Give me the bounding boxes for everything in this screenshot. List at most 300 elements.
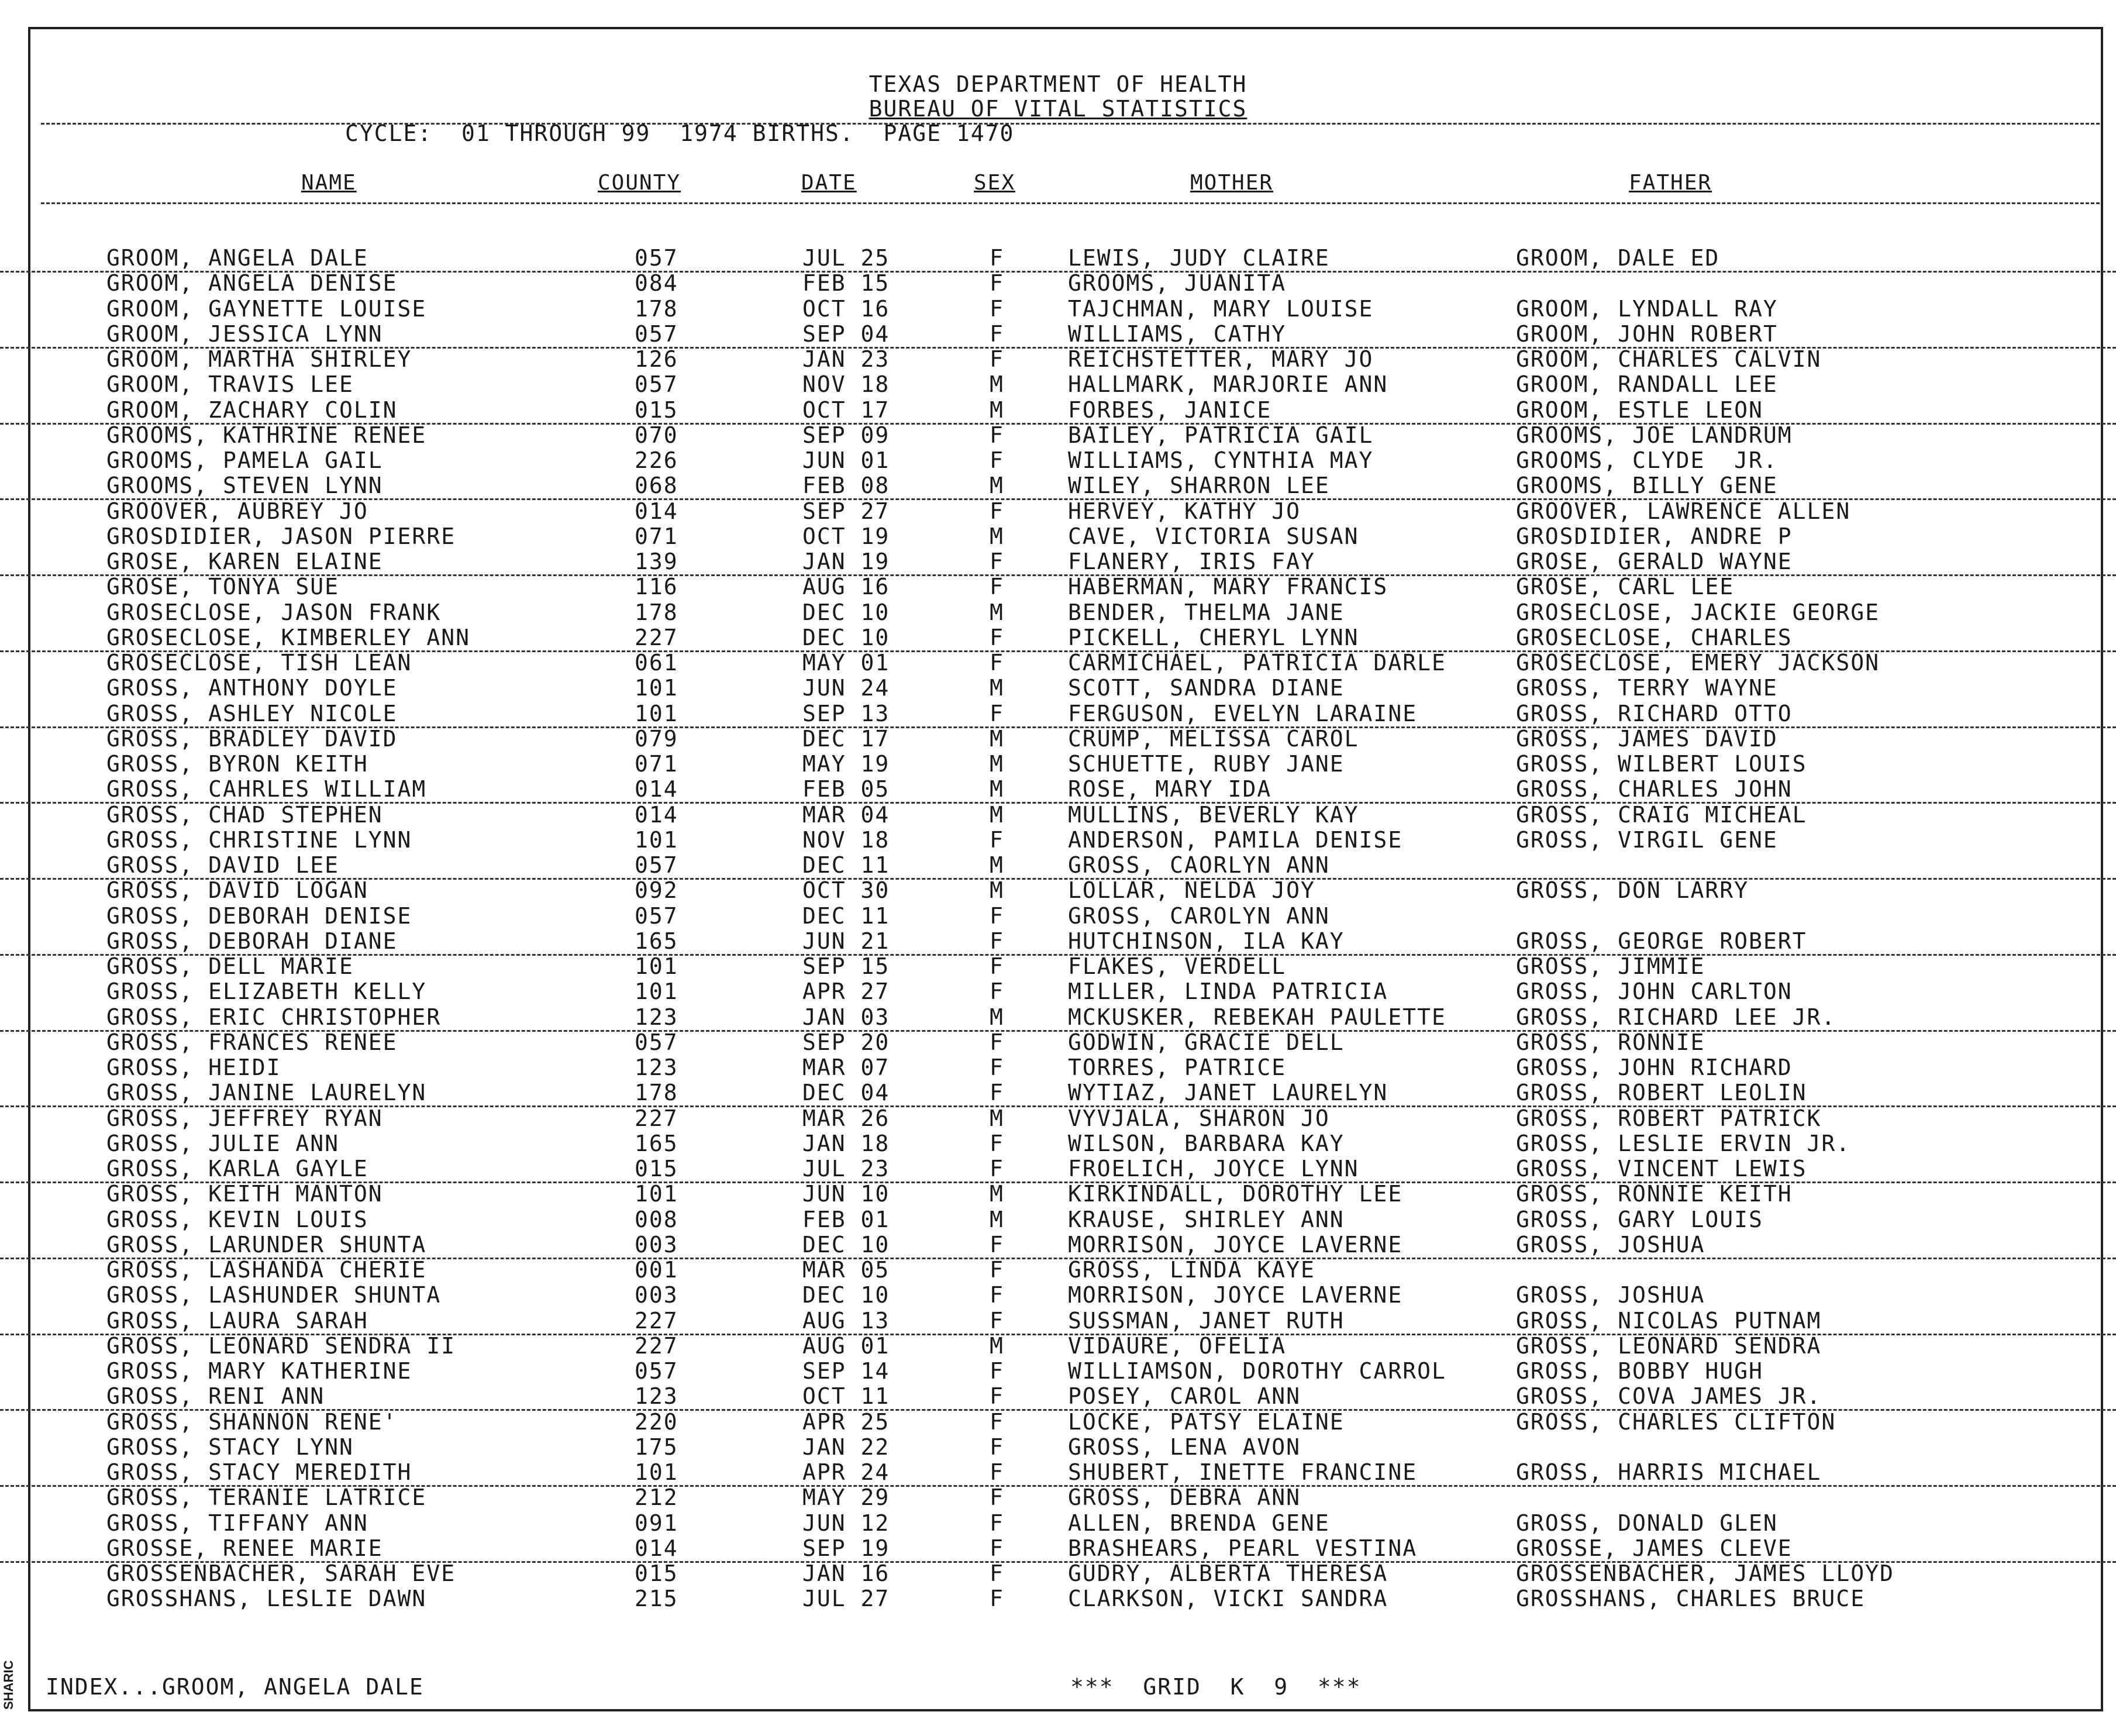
table-row	[0, 1359, 2116, 1384]
record-county: 101	[635, 675, 678, 701]
record-father: GROSS, DONALD GLEN	[1516, 1510, 1778, 1536]
record-mother: CARMICHAEL, PATRICIA DARLE	[1068, 650, 1446, 676]
record-date: FEB 15	[802, 270, 890, 297]
record-mother: BENDER, THELMA JANE	[1068, 599, 1345, 625]
record-sex: F	[990, 1484, 1004, 1511]
record-date: JAN 19	[802, 549, 890, 574]
record-mother: WILLIAMSON, DOROTHY CARROL	[1068, 1358, 1446, 1384]
record-name: GROSS, DAVID LEE	[106, 852, 340, 878]
record-mother: WILLIAMS, CATHY	[1068, 321, 1287, 347]
record-date: JUL 27	[802, 1586, 890, 1612]
record-father: GROSS, GARY LOUIS	[1516, 1206, 1763, 1232]
record-sex: F	[990, 245, 1004, 271]
record-name: GROOM, ZACHARY COLIN	[106, 397, 398, 423]
record-sex: F	[990, 295, 1004, 322]
record-mother: SCOTT, SANDRA DIANE	[1068, 675, 1345, 701]
record-county: 001	[635, 1257, 678, 1283]
record-name: GROSS, ELIZABETH KELLY	[106, 979, 427, 1005]
record-county: 079	[635, 725, 678, 752]
record-county: 227	[635, 1105, 678, 1131]
record-father: GROSSENBACHER, JAMES LLOYD	[1516, 1561, 1894, 1586]
record-date: SEP 19	[802, 1535, 890, 1561]
record-father: GROSS, RICHARD LEE JR.	[1516, 1004, 1836, 1030]
record-date: JUL 23	[802, 1156, 890, 1182]
table-row	[0, 777, 2116, 804]
record-sex: M	[990, 801, 1004, 828]
table-row	[0, 347, 2116, 372]
record-sex: F	[990, 1130, 1004, 1156]
record-mother: WILEY, SHARRON LEE	[1068, 473, 1330, 499]
record-date: NOV 18	[802, 826, 890, 853]
record-name: GROSS, BRADLEY DAVID	[106, 725, 398, 752]
record-date: MAR 05	[802, 1257, 890, 1283]
record-name: GROSS, TERANIE LATRICE	[106, 1484, 427, 1511]
record-father: GROSS, VIRGIL GENE	[1516, 826, 1778, 853]
record-name: GROSS, KEVIN LOUIS	[106, 1206, 368, 1232]
record-mother: MILLER, LINDA PATRICIA	[1068, 979, 1388, 1005]
record-sex: M	[990, 473, 1004, 499]
header-line-2: BUREAU OF VITAL STATISTICS	[869, 96, 1247, 122]
table-row	[0, 752, 2116, 777]
record-sex: F	[990, 574, 1004, 600]
record-county: 123	[635, 1383, 678, 1410]
record-county: 101	[635, 700, 678, 726]
record-mother: GROSS, CAORLYN ANN	[1068, 852, 1330, 878]
record-date: OCT 16	[802, 295, 890, 322]
table-row	[0, 448, 2116, 473]
record-sex: F	[990, 1434, 1004, 1460]
table-row	[0, 322, 2116, 349]
table-row	[0, 473, 2116, 500]
table-row	[0, 1410, 2116, 1435]
record-county: 101	[635, 1181, 678, 1207]
record-date: APR 27	[802, 979, 890, 1005]
record-mother: HUTCHINSON, ILA KAY	[1068, 928, 1345, 954]
record-mother: HERVEY, KATHY JO	[1068, 498, 1301, 524]
record-father: GROSSHANS, CHARLES BRUCE	[1516, 1586, 1866, 1612]
record-date: JUN 24	[802, 675, 890, 701]
record-name: GROSDIDIER, JASON PIERRE	[106, 523, 456, 549]
record-name: GROSS, BYRON KEITH	[106, 751, 368, 777]
record-county: 091	[635, 1510, 678, 1536]
record-name: GROSS, LARUNDER SHUNTA	[106, 1231, 427, 1258]
record-father: GROOM, DALE ED	[1516, 245, 1720, 271]
record-sex: F	[990, 1257, 1004, 1283]
record-mother: LEWIS, JUDY CLAIRE	[1068, 245, 1330, 271]
record-mother: ROSE, MARY IDA	[1068, 776, 1272, 802]
record-county: 092	[635, 877, 678, 904]
record-father: GROSS, NICOLAS PUTNAM	[1516, 1307, 1822, 1334]
column-header-mother: MOTHER	[1190, 171, 1274, 195]
record-county: 071	[635, 523, 678, 549]
record-date: DEC 17	[802, 725, 890, 752]
record-sex: M	[990, 1332, 1004, 1359]
record-county: 015	[635, 397, 678, 423]
record-mother: MCKUSKER, REBEKAH PAULETTE	[1068, 1004, 1446, 1030]
record-date: JAN 16	[802, 1561, 890, 1586]
table-row	[0, 271, 2116, 296]
record-date: JUL 25	[802, 245, 890, 271]
record-mother: POSEY, CAROL ANN	[1068, 1383, 1301, 1410]
record-date: SEP 13	[802, 700, 890, 726]
record-date: DEC 04	[802, 1080, 890, 1106]
record-mother: MORRISON, JOYCE LAVERNE	[1068, 1282, 1403, 1308]
table-row	[0, 499, 2116, 524]
record-father: GROSS, VINCENT LEWIS	[1516, 1156, 1807, 1182]
record-sex: F	[990, 1510, 1004, 1536]
table-row	[0, 1435, 2116, 1460]
record-name: GROSS, CHAD STEPHEN	[106, 801, 383, 828]
record-name: GROSS, FRANCES RENEE	[106, 1029, 398, 1055]
table-row	[0, 802, 2116, 828]
record-father: GROOM, LYNDALL RAY	[1516, 295, 1778, 322]
table-row	[0, 676, 2116, 701]
record-name: GROSS, JEFFREY RYAN	[106, 1105, 383, 1131]
table-row	[0, 398, 2116, 425]
record-father: GROSECLOSE, JACKIE GEORGE	[1516, 599, 1880, 625]
record-county: 226	[635, 447, 678, 473]
record-name: GROSSHANS, LESLIE DAWN	[106, 1586, 427, 1612]
record-sex: M	[990, 1181, 1004, 1207]
table-row	[0, 600, 2116, 625]
record-mother: GODWIN, GRACIE DELL	[1068, 1029, 1345, 1055]
record-date: JAN 23	[802, 346, 890, 372]
record-father: GROSECLOSE, CHARLES	[1516, 624, 1793, 650]
record-sex: F	[990, 346, 1004, 372]
record-date: JAN 18	[802, 1130, 890, 1156]
table-row	[0, 1156, 2116, 1183]
record-county: 070	[635, 422, 678, 448]
table-row	[0, 1283, 2116, 1308]
record-father: GROSS, JOSHUA	[1516, 1231, 1705, 1258]
record-name: GROSS, CAHRLES WILLIAM	[106, 776, 427, 802]
record-father: GROSS, DON LARRY	[1516, 877, 1749, 904]
record-father: GROOM, RANDALL LEE	[1516, 371, 1778, 398]
record-sex: M	[990, 852, 1004, 878]
record-county: 057	[635, 245, 678, 271]
record-mother: GROSS, LENA AVON	[1068, 1434, 1301, 1460]
record-name: GROSS, STACY LYNN	[106, 1434, 354, 1460]
record-date: JUN 10	[802, 1181, 890, 1207]
table-row	[0, 297, 2116, 322]
record-sex: F	[990, 953, 1004, 979]
record-sex: F	[990, 1029, 1004, 1055]
record-father: GROSE, GERALD WAYNE	[1516, 549, 1793, 574]
record-date: SEP 20	[802, 1029, 890, 1055]
record-county: 057	[635, 1029, 678, 1055]
record-sex: F	[990, 1586, 1004, 1612]
record-county: 178	[635, 1080, 678, 1106]
record-date: JAN 22	[802, 1434, 890, 1460]
record-father: GROSSE, JAMES CLEVE	[1516, 1535, 1793, 1561]
record-date: SEP 04	[802, 321, 890, 347]
record-date: MAY 01	[802, 650, 890, 676]
column-header-sex: SEX	[974, 171, 1016, 195]
record-county: 101	[635, 1459, 678, 1485]
record-name: GROSS, KARLA GAYLE	[106, 1156, 368, 1182]
record-sex: M	[990, 371, 1004, 398]
record-mother: HABERMAN, MARY FRANCIS	[1068, 574, 1388, 600]
record-sex: M	[990, 1206, 1004, 1232]
table-row	[0, 574, 2116, 600]
record-name: GROOM, TRAVIS LEE	[106, 371, 354, 398]
record-county: 165	[635, 928, 678, 954]
record-name: GROSS, ERIC CHRISTOPHER	[106, 1004, 442, 1030]
record-mother: FORBES, JANICE	[1068, 397, 1272, 423]
record-county: 175	[635, 1434, 678, 1460]
record-mother: FLAKES, VERDELL	[1068, 953, 1287, 979]
table-row	[0, 979, 2116, 1004]
record-sex: F	[990, 928, 1004, 954]
record-sex: F	[990, 1383, 1004, 1410]
record-county: 212	[635, 1484, 678, 1511]
record-sex: F	[990, 270, 1004, 297]
record-mother: CRUMP, MELISSA CAROL	[1068, 725, 1359, 752]
record-name: GROSS, CHRISTINE LYNN	[106, 826, 412, 853]
record-date: AUG 16	[802, 574, 890, 600]
column-header-county: COUNTY	[598, 171, 681, 195]
record-name: GROOMS, STEVEN LYNN	[106, 473, 383, 499]
record-father: GROSS, JOHN RICHARD	[1516, 1055, 1793, 1080]
record-county: 014	[635, 776, 678, 802]
record-mother: ANDERSON, PAMILA DENISE	[1068, 826, 1403, 853]
record-date: APR 24	[802, 1459, 890, 1485]
record-father: GROSS, RONNIE KEITH	[1516, 1181, 1793, 1207]
record-name: GROSS, KEITH MANTON	[106, 1181, 383, 1207]
record-county: 014	[635, 1535, 678, 1561]
record-mother: LOLLAR, NELDA JOY	[1068, 877, 1315, 904]
record-father: GROSS, ROBERT PATRICK	[1516, 1105, 1822, 1131]
record-mother: GROSS, DEBRA ANN	[1068, 1484, 1301, 1511]
record-sex: M	[990, 776, 1004, 802]
record-father: GROSS, COVA JAMES JR.	[1516, 1383, 1822, 1410]
record-father: GROSS, ROBERT LEOLIN	[1516, 1080, 1807, 1106]
record-date: JUN 12	[802, 1510, 890, 1536]
table-row	[0, 1182, 2116, 1207]
record-name: GROSE, KAREN ELAINE	[106, 549, 383, 574]
record-father: GROOMS, CLYDE JR.	[1516, 447, 1778, 473]
table-row	[0, 1460, 2116, 1487]
table-row	[0, 423, 2116, 448]
table-row	[0, 1030, 2116, 1055]
record-name: GROSSENBACHER, SARAH EVE	[106, 1561, 456, 1586]
record-county: 227	[635, 1332, 678, 1359]
table-row	[0, 878, 2116, 903]
table-row	[0, 1055, 2116, 1080]
record-county: 220	[635, 1408, 678, 1435]
record-sex: F	[990, 650, 1004, 676]
record-date: JUN 21	[802, 928, 890, 954]
record-county: 015	[635, 1156, 678, 1182]
record-mother: BAILEY, PATRICIA GAIL	[1068, 422, 1374, 448]
record-county: 139	[635, 549, 678, 574]
record-sex: F	[990, 1358, 1004, 1384]
record-mother: VIDAURE, OFELIA	[1068, 1332, 1287, 1359]
record-date: MAR 04	[802, 801, 890, 828]
record-sex: F	[990, 1535, 1004, 1561]
record-county: 014	[635, 801, 678, 828]
record-mother: HALLMARK, MARJORIE ANN	[1068, 371, 1388, 398]
column-header-date: DATE	[801, 171, 857, 195]
record-sex: F	[990, 700, 1004, 726]
record-mother: WYTIAZ, JANET LAURELYN	[1068, 1080, 1388, 1106]
record-sex: F	[990, 422, 1004, 448]
record-name: GROOM, GAYNETTE LOUISE	[106, 295, 427, 322]
record-name: GROSS, LASHANDA CHERIE	[106, 1257, 427, 1283]
record-name: GROOM, MARTHA SHIRLEY	[106, 346, 412, 372]
record-name: GROSS, LEONARD SENDRA II	[106, 1332, 456, 1359]
record-name: GROOM, JESSICA LYNN	[106, 321, 383, 347]
record-father: GROSS, BOBBY HUGH	[1516, 1358, 1763, 1384]
table-row	[0, 1005, 2116, 1032]
record-date: APR 25	[802, 1408, 890, 1435]
record-mother: MULLINS, BEVERLY KAY	[1068, 801, 1359, 828]
record-father: GROOMS, BILLY GENE	[1516, 473, 1778, 499]
record-sex: F	[990, 1055, 1004, 1080]
table-row	[0, 1106, 2116, 1131]
record-county: 178	[635, 295, 678, 322]
table-row	[0, 954, 2116, 979]
record-county: 101	[635, 979, 678, 1005]
record-father: GROSS, CRAIG MICHEAL	[1516, 801, 1807, 828]
record-county: 227	[635, 1307, 678, 1334]
column-header-father: FATHER	[1629, 171, 1712, 195]
record-name: GROSS, RENI ANN	[106, 1383, 325, 1410]
record-date: OCT 30	[802, 877, 890, 904]
record-mother: GROOMS, JUANITA	[1068, 270, 1287, 297]
record-county: 123	[635, 1004, 678, 1030]
record-mother: CLARKSON, VICKI SANDRA	[1068, 1586, 1388, 1612]
record-date: MAR 07	[802, 1055, 890, 1080]
record-county: 071	[635, 751, 678, 777]
record-county: 015	[635, 1561, 678, 1586]
record-father: GROSS, WILBERT LOUIS	[1516, 751, 1807, 777]
table-row	[0, 246, 2116, 273]
table-row	[0, 904, 2116, 929]
record-name: GROSECLOSE, KIMBERLEY ANN	[106, 624, 470, 650]
record-sex: M	[990, 675, 1004, 701]
record-mother: TORRES, PATRICE	[1068, 1055, 1287, 1080]
table-row	[0, 1131, 2116, 1156]
record-county: 165	[635, 1130, 678, 1156]
record-date: DEC 11	[802, 903, 890, 929]
table-row	[0, 1258, 2116, 1283]
record-name: GROSS, JANINE LAURELYN	[106, 1080, 427, 1106]
table-row	[0, 650, 2116, 676]
record-name: GROSS, DEBORAH DENISE	[106, 903, 412, 929]
record-date: SEP 15	[802, 953, 890, 979]
record-sex: F	[990, 979, 1004, 1005]
record-county: 057	[635, 1358, 678, 1384]
table-row	[0, 1232, 2116, 1259]
record-county: 057	[635, 321, 678, 347]
record-sex: F	[990, 447, 1004, 473]
record-father: GROSS, TERRY WAYNE	[1516, 675, 1778, 701]
table-row	[0, 701, 2116, 728]
record-name: GROOM, ANGELA DALE	[106, 245, 368, 271]
record-county: 003	[635, 1282, 678, 1308]
record-sex: F	[990, 549, 1004, 574]
record-sex: F	[990, 321, 1004, 347]
record-date: MAY 19	[802, 751, 890, 777]
record-name: GROOMS, KATHRINE RENEE	[106, 422, 427, 448]
record-date: OCT 17	[802, 397, 890, 423]
record-sex: M	[990, 1105, 1004, 1131]
record-sex: F	[990, 1282, 1004, 1308]
record-name: GROSECLOSE, JASON FRANK	[106, 599, 442, 625]
record-sex: M	[990, 725, 1004, 752]
record-name: GROOVER, AUBREY JO	[106, 498, 368, 524]
record-date: SEP 14	[802, 1358, 890, 1384]
record-sex: M	[990, 599, 1004, 625]
column-header-name: NAME	[301, 171, 357, 195]
record-father: GROSE, CARL LEE	[1516, 574, 1735, 600]
record-sex: F	[990, 1156, 1004, 1182]
record-county: 057	[635, 371, 678, 398]
record-sex: F	[990, 903, 1004, 929]
record-name: GROSSE, RENEE MARIE	[106, 1535, 383, 1561]
record-county: 126	[635, 346, 678, 372]
record-date: MAY 29	[802, 1484, 890, 1511]
table-row	[0, 1334, 2116, 1359]
record-sex: F	[990, 1459, 1004, 1485]
record-father: GROOM, JOHN ROBERT	[1516, 321, 1778, 347]
record-name: GROSS, DEBORAH DIANE	[106, 928, 398, 954]
record-name: GROSS, ANTHONY DOYLE	[106, 675, 398, 701]
record-mother: CAVE, VICTORIA SUSAN	[1068, 523, 1359, 549]
record-mother: ALLEN, BRENDA GENE	[1068, 1510, 1330, 1536]
record-date: FEB 01	[802, 1206, 890, 1232]
record-father: GROSS, JIMMIE	[1516, 953, 1705, 979]
record-mother: WILSON, BARBARA KAY	[1068, 1130, 1345, 1156]
table-row	[0, 372, 2116, 397]
record-date: OCT 19	[802, 523, 890, 549]
record-county: 057	[635, 852, 678, 878]
table-row	[0, 625, 2116, 652]
record-county: 116	[635, 574, 678, 600]
record-father: GROSS, CHARLES JOHN	[1516, 776, 1793, 802]
record-name: GROSS, STACY MEREDITH	[106, 1459, 412, 1485]
record-county: 061	[635, 650, 678, 676]
record-name: GROSS, JULIE ANN	[106, 1130, 340, 1156]
record-father: GROSS, RICHARD OTTO	[1516, 700, 1793, 726]
record-sex: F	[990, 826, 1004, 853]
side-tag: SHARIC	[1, 1660, 16, 1710]
record-mother: FROELICH, JOYCE LYNN	[1068, 1156, 1359, 1182]
record-date: SEP 09	[802, 422, 890, 448]
record-county: 101	[635, 826, 678, 853]
record-date: OCT 11	[802, 1383, 890, 1410]
record-mother: GROSS, CAROLYN ANN	[1068, 903, 1330, 929]
record-date: JUN 01	[802, 447, 890, 473]
record-county: 123	[635, 1055, 678, 1080]
record-father: GROOM, CHARLES CALVIN	[1516, 346, 1822, 372]
table-row	[0, 726, 2116, 752]
record-father: GROSS, JOSHUA	[1516, 1282, 1705, 1308]
record-mother: FERGUSON, EVELYN LARAINE	[1068, 700, 1418, 726]
record-sex: F	[990, 1408, 1004, 1435]
record-date: DEC 10	[802, 624, 890, 650]
record-mother: SHUBERT, INETTE FRANCINE	[1068, 1459, 1418, 1485]
record-name: GROSS, DAVID LOGAN	[106, 877, 368, 904]
record-county: 101	[635, 953, 678, 979]
record-sex: M	[990, 877, 1004, 904]
record-sex: F	[990, 1307, 1004, 1334]
record-date: DEC 10	[802, 599, 890, 625]
record-father: GROSS, RONNIE	[1516, 1029, 1705, 1055]
record-father: GROOVER, LAWRENCE ALLEN	[1516, 498, 1851, 524]
record-mother: GROSS, LINDA KAYE	[1068, 1257, 1315, 1283]
